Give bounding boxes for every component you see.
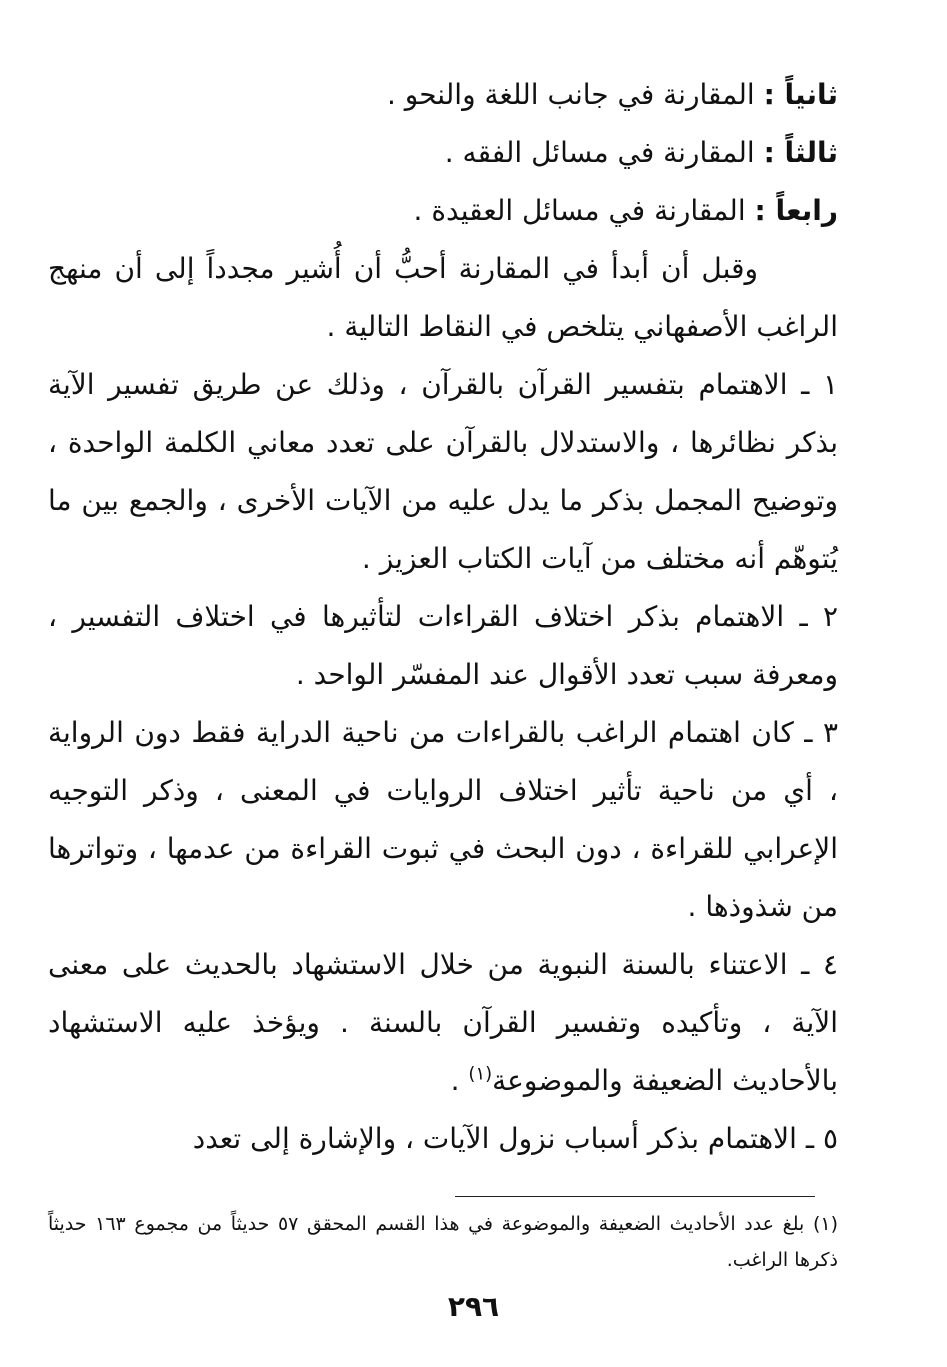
footnote-text: بلغ عدد الأحاديث الضعيفة والموضوعة في هذا القسم المحقق ٥٧ حديثاً من مجموع ١٦٣ حديثاً ذكرها الراغب. [48,1213,838,1271]
list-item [48,704,838,936]
item-text: الاعتناء بالسنة النبوية من خلال الاستشهاد بالحديث على معنى الآية ، وتأكيده وتفسير القرآن بالسنة . ويؤخذ عليه الاستشهاد بالأحاديث الضعيفة والموضوعة [48,948,838,1097]
footnote-reference[interactable]: (١) [468,1063,493,1085]
page-number: ٢٩٦ [447,1290,500,1323]
heading-third [48,124,838,182]
item-text: كان اهتمام الراغب بالقراءات من ناحية الدراية فقط دون الرواية ، أي من ناحية تأثير اختلاف الروايات في المعنى ، وذكر التوجيه الإعرابي للقراءة ، دون البحث في ثبوت القراءة من عدمها ، وتواترها من شذوذها . [48,716,838,923]
main-text [48,66,838,1168]
heading-text: المقارنة في مسائل الفقه . [444,136,764,169]
heading-text: المقارنة في جانب اللغة والنحو . [386,78,764,111]
footnote [48,1206,838,1278]
footnote-marker: (١) [812,1213,838,1235]
heading-second [48,66,838,124]
footnote-divider [455,1196,815,1197]
item-number: ٥ ـ [805,1122,838,1155]
item-number: ٣ ـ [804,716,838,749]
footnote-entry [48,1206,838,1278]
item-text: الاهتمام بذكر أسباب نزول الآيات ، والإشارة إلى تعدد [192,1122,797,1155]
list-item [48,936,838,1110]
list-item [48,1110,838,1168]
item-tail: . [450,1064,469,1097]
heading-label: ثالثاً : [763,136,838,169]
item-number: ٢ ـ [799,600,839,633]
item-text: الاهتمام بتفسير القرآن بالقرآن ، وذلك عن طريق تفسير الآية بذكر نظائرها ، والاستدلال بالقرآن على تعدد معاني الكلمة الواحدة ، وتوضيح المجمل بذكر ما يدل عليه من الآيات الأخرى ، والجمع بين ما يُتوهّم أنه مختلف من آيات الكتاب العزيز . [48,368,838,575]
heading-text: المقارنة في مسائل العقيدة . [413,194,755,227]
list-item [48,588,838,704]
heading-fourth [48,182,838,240]
item-number: ١ ـ [801,368,839,401]
heading-label: رابعاً : [754,194,838,227]
intro-paragraph: وقبل أن أبدأ في المقارنة أحبُّ أن أُشير مجدداً إلى أن منهج الراغب الأصفهاني يتلخص في النقاط التالية . [48,252,838,343]
list-item [48,356,838,588]
item-number: ٤ ـ [801,948,839,981]
item-text: الاهتمام بذكر اختلاف القراءات لتأثيرها في اختلاف التفسير ، ومعرفة سبب تعدد الأقوال عند المفسّر الواحد . [48,600,838,691]
heading-label: ثانياً : [763,78,838,111]
